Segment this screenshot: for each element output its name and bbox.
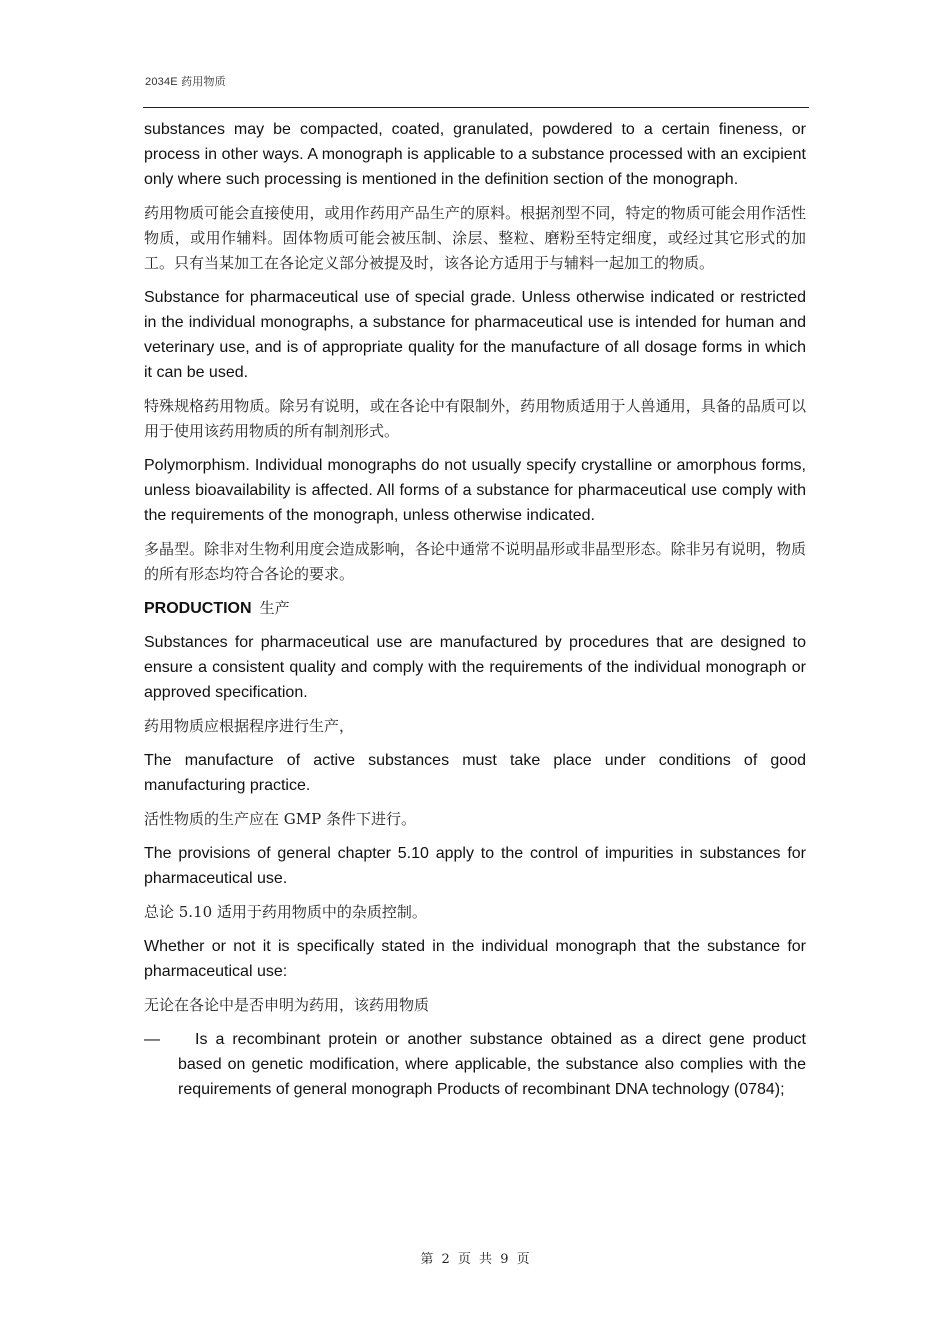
section-heading-production: [144, 596, 806, 621]
bullet-text: Is a recombinant protein or another substance obtained as a direct gene product based on genetic modification, where applicable, the substance also complies with the requirements of general monograph Products of recombinant DNA technology (0784);: [178, 1031, 806, 1098]
paragraph-en: Whether or not it is specifically stated in the individual monograph that the substance for pharmaceutical use:: [144, 938, 806, 980]
paragraph-zh: 活性物质的生产应在 GMP 条件下进行。: [144, 810, 416, 828]
bullet-item: [144, 1027, 806, 1102]
page-content: [144, 117, 806, 1111]
paragraph-zh: 特殊规格药用物质。除另有说明，或在各论中有限制外，药用物质适用于人兽通用，具备的品质可以用于使用该药用物质的所有制剂形式。: [144, 397, 806, 440]
paragraph-en: Substance for pharmaceutical use of special grade. Unless otherwise indicated or restricted in the individual monographs, a substance for pharmaceutical use is intended for human and veterinary use, and is of appropriate quality for the manufacture of all dosage forms in which it can be used.: [144, 289, 806, 381]
paragraph-zh: 多晶型。除非对生物利用度会造成影响，各论中通常不说明晶形或非晶型形态。除非另有说明，物质的所有形态均符合各论的要求。: [144, 540, 806, 583]
paragraph-zh: 药用物质应根据程序进行生产，: [144, 717, 355, 735]
bullet-dash: —: [144, 1031, 160, 1048]
paragraph-en: The provisions of general chapter 5.10 apply to the control of impurities in substances for pharmaceutical use.: [144, 845, 806, 887]
page-header: 2034E 药用物质: [145, 76, 226, 88]
paragraph-en: substances may be compacted, coated, granulated, powdered to a certain fineness, or process in other ways. A monograph is applicable to a substance processed with an excipient only where such processing is mentioned in the definition section of the monograph.: [144, 121, 806, 188]
paragraph-en: Substances for pharmaceutical use are manufactured by procedures that are designed to ensure a consistent quality and comply with the requirements of the individual monograph or approved specification.: [144, 634, 806, 701]
section-heading-zh: 生产: [259, 599, 290, 617]
paragraph-zh: 药用物质可能会直接使用，或用作药用产品生产的原料。根据剂型不同，特定的物质可能会用作活性物质，或用作辅料。固体物质可能会被压制、涂层、整粒、磨粉至特定细度，或经过其它形式的加工。只有当某加工在各论定义部分被提及时，该各论方适用于与辅料一起加工的物质。: [144, 204, 806, 272]
paragraph-en: The manufacture of active substances must take place under conditions of good manufacturing practice.: [144, 752, 806, 794]
paragraph-zh: 无论在各论中是否申明为药用，该药用物质: [144, 996, 430, 1014]
page-footer: 第 2 页 共 9 页: [420, 1252, 530, 1267]
header-divider: [143, 107, 809, 108]
paragraph-en: Polymorphism. Individual monographs do not usually specify crystalline or amorphous forms, unless bioavailability is affected. All forms of a substance for pharmaceutical use comply with the requirements of the monograph, unless otherwise indicated.: [144, 457, 806, 524]
section-heading-en: PRODUCTION: [144, 600, 252, 617]
paragraph-zh: 总论 5.10 适用于药用物质中的杂质控制。: [144, 903, 427, 921]
